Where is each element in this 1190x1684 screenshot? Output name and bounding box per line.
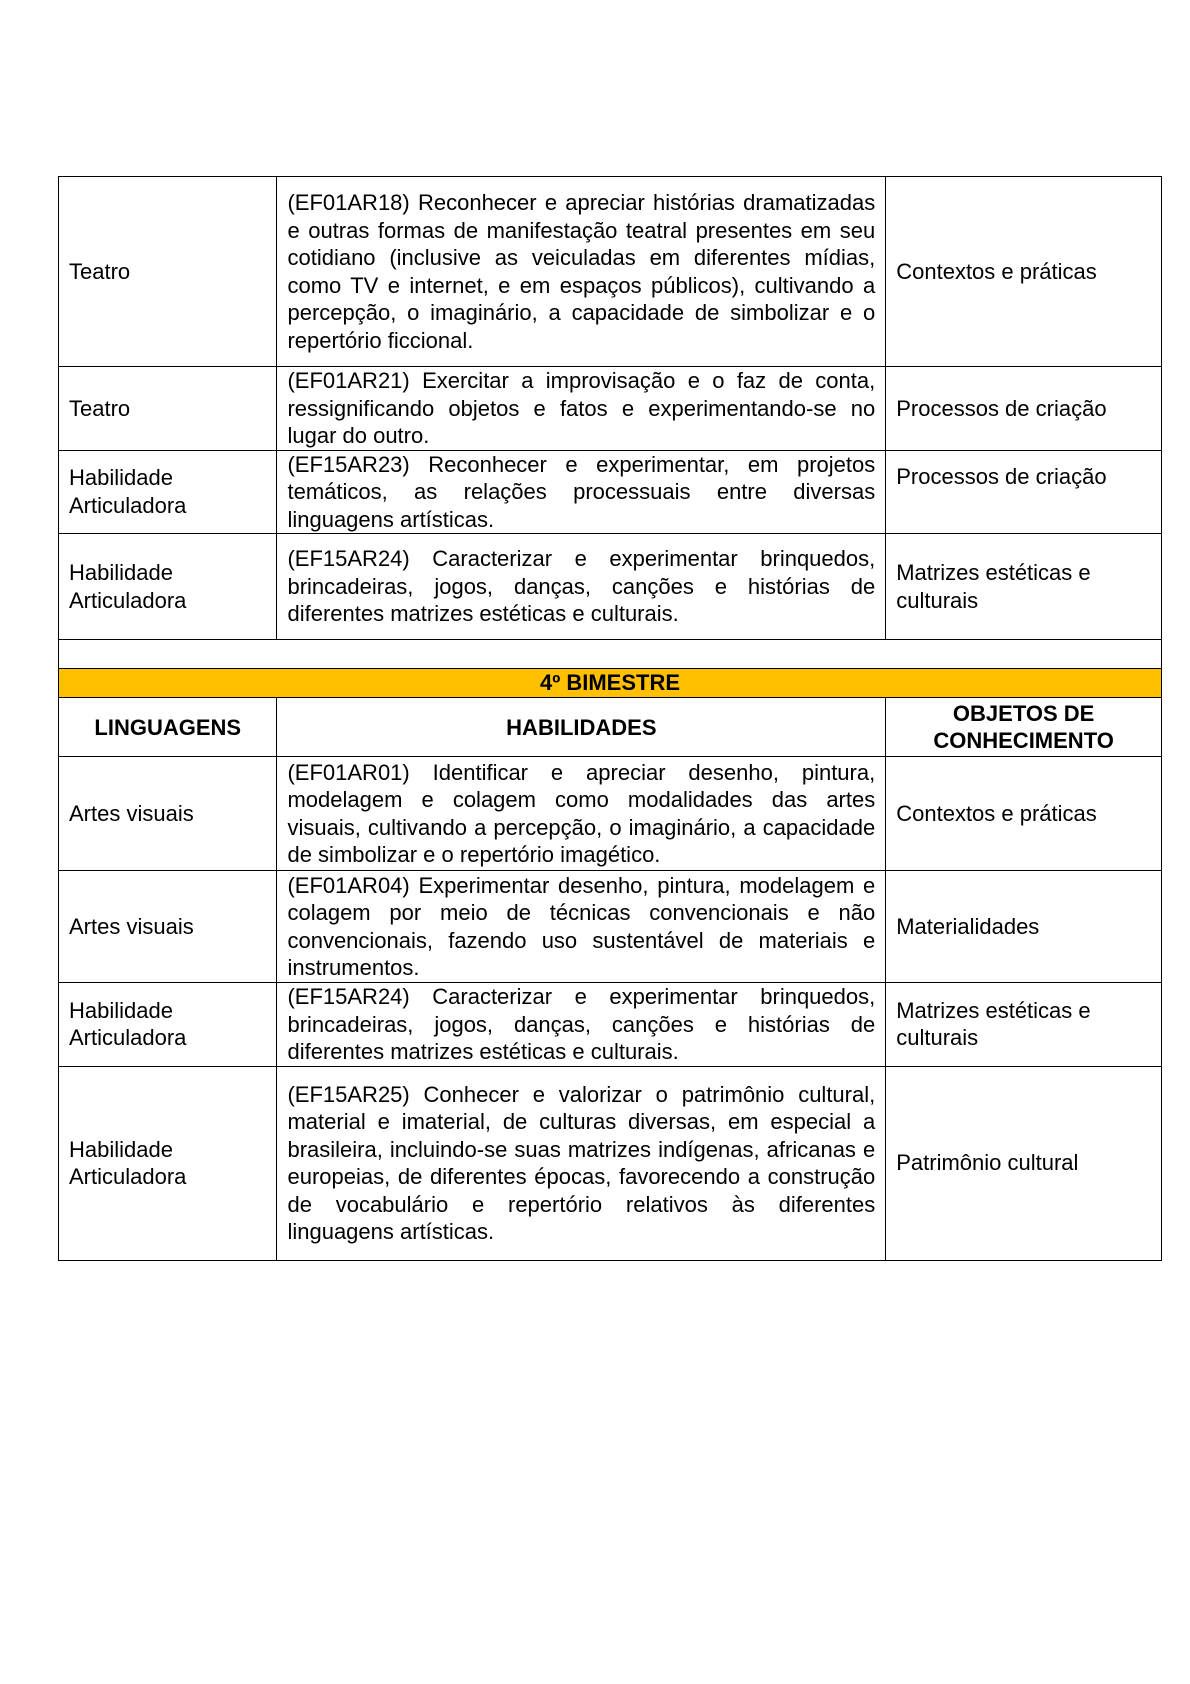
objeto-cell: Patrimônio cultural <box>886 1066 1162 1260</box>
linguagem-cell: Habilidade Articuladora <box>59 534 277 640</box>
objeto-cell: Processos de criação <box>886 450 1162 534</box>
habilidade-cell: (EF15AR24) Caracterizar e experimentar brinquedos, brincadeiras, jogos, danças, canções e histórias de diferentes matrizes estéticas e culturais. <box>277 983 886 1067</box>
table-row <box>59 534 1162 640</box>
habilidade-cell: (EF01AR01) Identificar e apreciar desenho, pintura, modelagem e colagem como modalidades das artes visuais, cultivando a percepção, o imaginário, a capacidade de simbolizar e o repertório imagético. <box>277 757 886 871</box>
header-linguagens: LINGUAGENS <box>59 698 277 757</box>
spacer-row <box>59 640 1162 669</box>
header-habilidades: HABILIDADES <box>277 698 886 757</box>
linguagem-cell: Habilidade Articuladora <box>59 983 277 1067</box>
curriculum-table <box>58 176 1162 1261</box>
table-row <box>59 450 1162 534</box>
linguagem-cell: Teatro <box>59 367 277 451</box>
habilidade-cell: (EF15AR23) Reconhecer e experimentar, em projetos temáticos, as relações processuais entre diversas linguagens artísticas. <box>277 450 886 534</box>
empty-cell <box>59 640 1162 669</box>
table-row <box>59 177 1162 367</box>
objeto-cell: Processos de criação <box>886 367 1162 451</box>
linguagem-cell: Habilidade Articuladora <box>59 1066 277 1260</box>
objeto-cell: Contextos e práticas <box>886 757 1162 871</box>
table-row <box>59 367 1162 451</box>
habilidade-cell: (EF01AR21) Exercitar a improvisação e o faz de conta, ressignificando objetos e fatos e experimentando-se no lugar do outro. <box>277 367 886 451</box>
habilidade-cell: (EF15AR25) Conhecer e valorizar o patrimônio cultural, material e imaterial, de culturas diversas, em especial a brasileira, incluindo-se suas matrizes indígenas, africanas e europeias, de diferentes épocas, favorecendo a construção de vocabulário e repertório relativos às diferentes linguagens artísticas. <box>277 1066 886 1260</box>
objeto-cell: Materialidades <box>886 871 1162 983</box>
objeto-cell: Matrizes estéticas e culturais <box>886 983 1162 1067</box>
habilidade-cell: (EF01AR18) Reconhecer e apreciar histórias dramatizadas e outras formas de manifestação teatral presentes em seu cotidiano (inclusive as veiculadas em diferentes mídias, como TV e internet, e em espaços públicos), cultivando a percepção, o imaginário, a capacidade de simbolizar e o repertório ficcional. <box>277 177 886 367</box>
linguagem-cell: Artes visuais <box>59 871 277 983</box>
linguagem-cell: Teatro <box>59 177 277 367</box>
header-row <box>59 698 1162 757</box>
table-row <box>59 871 1162 983</box>
linguagem-cell: Artes visuais <box>59 757 277 871</box>
table-row <box>59 983 1162 1067</box>
linguagem-cell: Habilidade Articuladora <box>59 450 277 534</box>
table-row <box>59 1066 1162 1260</box>
header-objetos: OBJETOS DE CONHECIMENTO <box>886 698 1162 757</box>
objeto-cell: Matrizes estéticas e culturais <box>886 534 1162 640</box>
objeto-cell: Contextos e práticas <box>886 177 1162 367</box>
section-title: 4º BIMESTRE <box>59 669 1162 698</box>
habilidade-cell: (EF01AR04) Experimentar desenho, pintura, modelagem e colagem por meio de técnicas convencionais e não convencionais, fazendo uso sustentável de materiais e instrumentos. <box>277 871 886 983</box>
habilidade-cell: (EF15AR24) Caracterizar e experimentar brinquedos, brincadeiras, jogos, danças, canções e histórias de diferentes matrizes estéticas e culturais. <box>277 534 886 640</box>
section-band <box>59 669 1162 698</box>
table-row <box>59 757 1162 871</box>
